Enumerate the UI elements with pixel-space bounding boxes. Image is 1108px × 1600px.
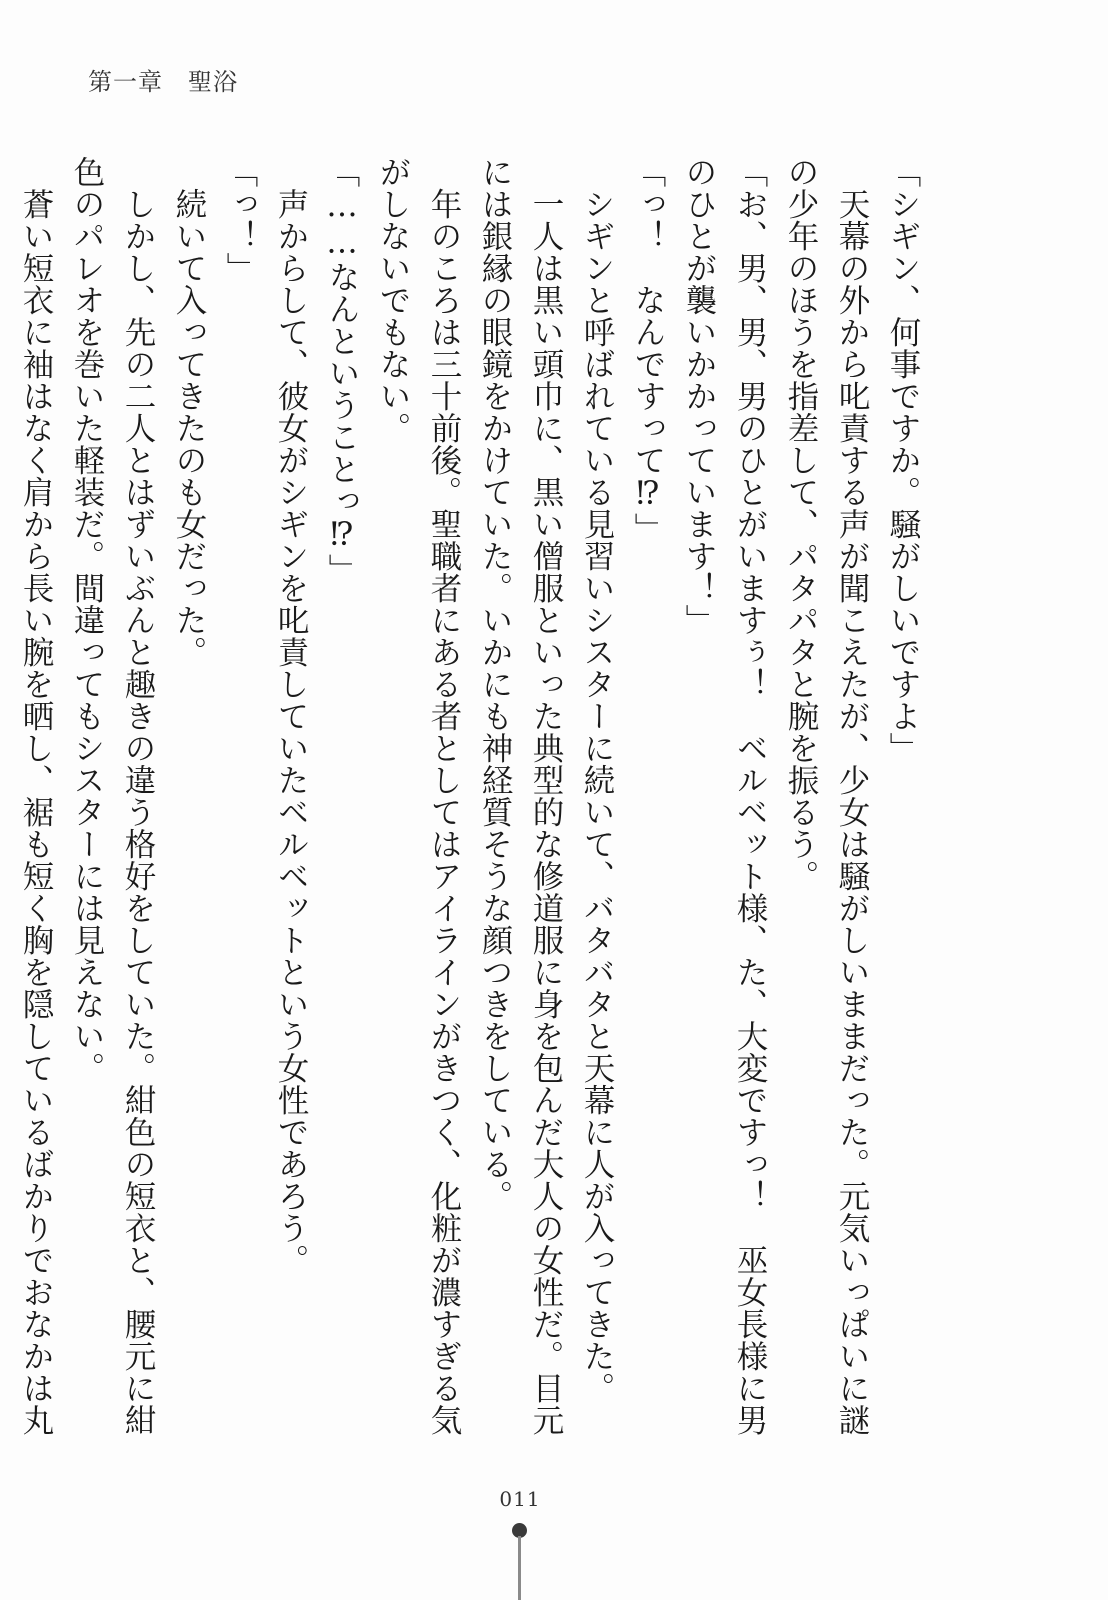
vertical-text-body [10,156,928,1436]
text-line: 蒼い短衣に袖はなく肩から長い腕を晒し、裾も短く胸を隠しているばかりでおなかは丸 [18,156,54,1436]
running-head-chapter-title: 第一章 聖浴 [88,68,238,96]
text-line: 「っ！ なんですって⁉」 [630,156,666,545]
text-line: シギンと呼ばれている見習いシスターに続いて、バタバタと天幕に人が入ってきた。 [579,156,615,1404]
text-line: 「……なんということっ⁉」 [324,156,360,586]
text-line: 「お、男、男、男のひとがいますぅ！ ベルベット様、た、大変ですっ！ 巫女長様に男 [732,156,768,1436]
text-line: 「シギン、何事ですか。騒がしいですよ」 [885,156,921,764]
text-line: 一人は黒い頭巾に、黒い僧服といった典型的な修道服に身を包んだ大人の女性だ。目元 [528,156,564,1436]
text-line: 続いて入ってきたのも女だった。 [171,156,207,668]
text-line: 「っ！」 [222,156,258,284]
text-line: 色のパレオを巻いた軽装だ。間違ってもシスターには見えない。 [69,156,105,1084]
folio-line-ornament [518,1536,521,1600]
text-line: しかし、先の二人とはずいぶんと趣きの違う格好をしていた。紺色の短衣と、腰元に紺 [120,156,156,1436]
text-line: の少年のほうを指差して、パタパタと腕を振るう。 [783,156,819,892]
page-number: 011 [499,1487,541,1511]
text-line: のひとが襲いかかっています！」 [681,156,717,636]
text-line: には銀縁の眼鏡をかけていた。いかにも神経質そうな顔つきをしている。 [477,156,513,1212]
text-line: 天幕の外から叱責する声が聞こえたが、少女は騒がしいままだった。元気いっぱいに謎 [834,156,870,1436]
text-line: 声からして、彼女がシギンを叱責していたベルベットという女性であろう。 [273,156,309,1276]
text-line: がしないでもない。 [375,156,411,444]
text-line: 年のころは三十前後。聖職者にある者としてはアイラインがきつく、化粧が濃すぎる気 [426,156,462,1436]
